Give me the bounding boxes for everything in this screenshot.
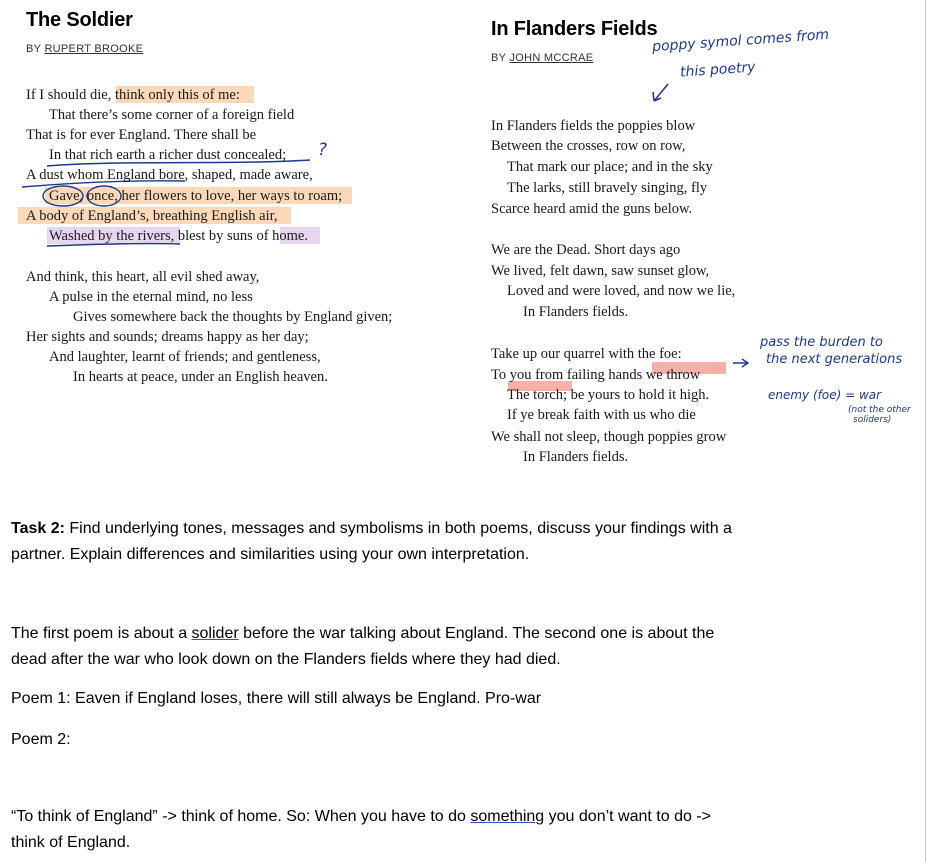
poem1-line-11: Gives somewhere back the thoughts by England given; <box>73 309 393 325</box>
poem1-line-12: Her sights and sounds; dreams happy as her day; <box>26 329 309 345</box>
poem2-line-11: To you from failing hands we throw <box>491 367 701 383</box>
poem1-note: Poem 1: Eaven if England loses, there will still always be England. Pro-war <box>11 690 542 707</box>
poem1-line-3: That is for ever England. There shall be <box>26 127 257 143</box>
quote-line-1 <box>11 804 711 830</box>
poem2-line-1: In Flanders fields the poppies blow <box>491 118 696 134</box>
poem2-line-3: That mark our place; and in the sky <box>507 159 713 175</box>
poem1-title: The Soldier <box>26 9 133 31</box>
poem1-line-13: And laughter, learnt of friends; and gentleness, <box>49 349 321 365</box>
task-text-1: Find underlying tones, messages and symbolisms in both poems, discuss your findings with a <box>64 520 732 537</box>
poem2-line-5: Scarce heard amid the guns below. <box>491 201 693 217</box>
ink-arrow-burden <box>733 359 748 367</box>
poem2-line-10: Take up our quarrel with the foe: <box>491 346 682 362</box>
poem1-line-8: Washed by the rivers, blest by suns of home. <box>49 228 308 244</box>
task-label: Task 2: <box>11 520 65 537</box>
poem1-line-5: A dust whom England bore, shaped, made aware, <box>26 167 313 183</box>
grammar-flag-something[interactable]: something <box>470 808 545 825</box>
poem2-line-15: In Flanders fields. <box>523 449 629 465</box>
poem2-line-6: We are the Dead. Short days ago <box>491 242 681 258</box>
spelling-flag-solider[interactable]: solider <box>191 625 239 642</box>
annotation-poppy-1: poppy symol comes from <box>651 26 830 56</box>
poem2-byline <box>491 52 593 64</box>
annotation-burden-2: the next generations <box>766 352 903 367</box>
poem2-line-8: Loved and were loved, and now we lie, <box>507 283 736 299</box>
poem2-note: Poem 2: <box>11 731 71 748</box>
para1-text-a: The first poem is about a <box>11 625 192 642</box>
poem1-author-link[interactable]: RUPERT BROOKE <box>44 43 144 55</box>
poem2-line-7: We lived, felt dawn, saw sunset glow, <box>491 263 710 279</box>
annotation-burden-1: pass the burden to <box>760 335 883 350</box>
annotation-enemy: enemy (foe) = war <box>768 388 882 402</box>
poem2-line-4: The larks, still bravely singing, fly <box>507 180 708 196</box>
poem2-line-2: Between the crosses, row on row, <box>491 138 686 154</box>
by-prefix: BY <box>26 43 42 55</box>
poem2-author-link[interactable]: JOHN MCCRAE <box>509 52 594 64</box>
ink-arrow-poppy <box>653 84 668 101</box>
poem1-line-4: In that rich earth a richer dust concealed; <box>49 147 287 163</box>
poem1-line-2: That there’s some corner of a foreign field <box>49 107 295 123</box>
poem2-line-14: We shall not sleep, though poppies grow <box>491 429 727 445</box>
poem1-byline <box>26 43 143 55</box>
paragraph-1-line-1 <box>11 621 714 647</box>
quote-line-2: think of England. <box>11 834 131 851</box>
task-paragraph-line-1 <box>11 516 732 542</box>
poem1-line-14: In hearts at peace, under an English heaven. <box>73 369 328 385</box>
poem2-title: In Flanders Fields <box>491 18 658 40</box>
poem1-line-7: A body of England’s, breathing English air, <box>26 208 278 224</box>
quote-text-a: “To think of England” -> think of home. So: When you have to do <box>11 808 471 825</box>
quote-text-c: you don’t want to do -> <box>544 808 711 825</box>
by-prefix: BY <box>491 52 507 64</box>
poem2-line-12: The torch; be yours to hold it high. <box>507 387 710 403</box>
paragraph-1-line-2: dead after the war who look down on the Flanders fields where they had died. <box>11 651 561 668</box>
poem1-line-10: A pulse in the eternal mind, no less <box>49 289 253 305</box>
poem1-line-1: If I should die, think only this of me: <box>26 87 240 103</box>
poem1-line-9: And think, this heart, all evil shed away, <box>26 269 260 285</box>
para1-text-c: before the war talking about England. The second one is about the <box>238 625 715 642</box>
annotation-poppy-2: this poetry <box>679 59 757 81</box>
poem2-line-9: In Flanders fields. <box>523 304 629 320</box>
task-paragraph-line-2: partner. Explain differences and similarities using your own interpretation. <box>11 546 530 563</box>
annotation-question-mark: ? <box>318 140 328 160</box>
annotation-enemy-sub-1: (not the other <box>848 405 911 415</box>
poem1-line-6: Gave, once, her flowers to love, her ways to roam; <box>49 188 343 204</box>
annotation-enemy-sub-2: soliders) <box>853 415 892 425</box>
poem2-line-13: If ye break faith with us who die <box>507 407 696 423</box>
